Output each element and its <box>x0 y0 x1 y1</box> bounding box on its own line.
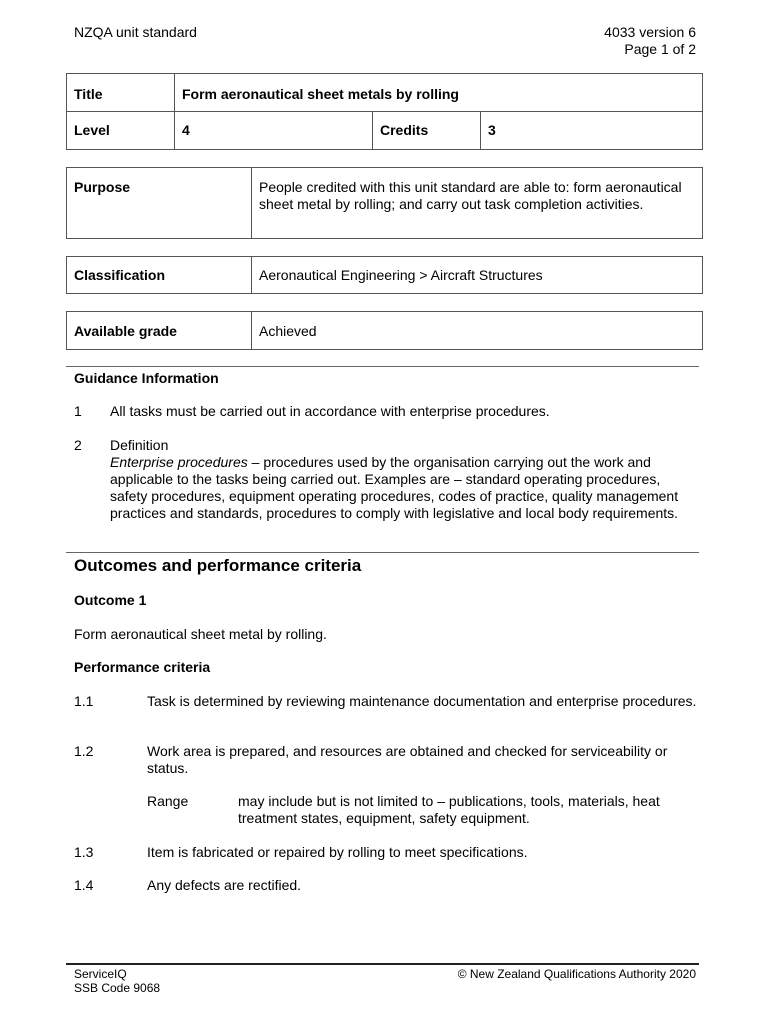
grade-table <box>66 311 703 350</box>
criterion-text: Task is determined by reviewing maintenance documentation and enterprise procedures. <box>147 693 697 709</box>
classification-label: Classification <box>67 257 252 294</box>
criterion-text: Any defects are rectified. <box>147 877 302 893</box>
criterion-number: 1.4 <box>74 877 94 893</box>
outcome-text: Form aeronautical sheet metal by rolling. <box>74 626 327 642</box>
criterion-text: Work area is prepared, and resources are obtained and checked for serviceability or status. <box>147 743 668 776</box>
definition-text: – procedures used by the organisation carrying out the work and applicable to the tasks being carried out. Examples are – standard operating procedures, safety procedures, equipment operating procedures, codes of practice, quality management practices and standards, procedures to comply with legislative and local body requirements. <box>110 454 679 521</box>
footer-publisher-name: ServiceIQ <box>74 967 127 981</box>
credits-value: 3 <box>481 112 703 150</box>
header-version <box>604 24 696 58</box>
guidance-item-number: 1 <box>74 403 82 419</box>
footer-copyright: © New Zealand Qualifications Authority 2020 <box>457 967 696 981</box>
header-version-line: 4033 version 6 <box>604 24 696 40</box>
range-label: Range <box>147 793 189 809</box>
grade-value: Achieved <box>252 312 703 350</box>
purpose-table <box>66 167 703 239</box>
definition-body <box>110 454 700 522</box>
level-label: Level <box>67 112 175 150</box>
header-page-number: Page 1 of 2 <box>624 41 696 57</box>
outcomes-divider <box>66 552 699 553</box>
outcome-label: Outcome 1 <box>74 592 147 608</box>
title-label: Title <box>67 74 175 112</box>
criterion-number: 1.3 <box>74 844 94 860</box>
guidance-divider <box>66 366 699 367</box>
criterion-number: 1.1 <box>74 693 94 709</box>
footer-divider <box>66 963 699 965</box>
purpose-label: Purpose <box>67 168 252 239</box>
header-standard-label: NZQA unit standard <box>74 24 197 40</box>
performance-criteria-heading: Performance criteria <box>74 659 211 675</box>
guidance-item-text: All tasks must be carried out in accordance with enterprise procedures. <box>110 403 550 419</box>
footer-publisher <box>74 967 160 995</box>
criterion-number: 1.2 <box>74 743 94 759</box>
criterion-text: Item is fabricated or repaired by rolling to meet specifications. <box>147 844 528 860</box>
classification-table <box>66 256 703 294</box>
title-value: Form aeronautical sheet metals by rolling <box>175 74 703 112</box>
grade-label: Available grade <box>67 312 252 350</box>
guidance-heading: Guidance Information <box>74 370 219 386</box>
definition-title: Definition <box>110 437 169 453</box>
outcomes-heading: Outcomes and performance criteria <box>74 556 362 575</box>
footer-ssb-code: SSB Code 9068 <box>74 981 161 995</box>
guidance-item-number: 2 <box>74 437 82 453</box>
level-value: 4 <box>175 112 373 150</box>
title-table <box>66 73 703 150</box>
guidance-definition <box>110 437 700 522</box>
credits-label: Credits <box>373 112 481 150</box>
definition-term: Enterprise procedures <box>110 454 248 470</box>
purpose-value: People credited with this unit standard are able to: form aeronautical sheet metal by rolling; and carry out task completion activities. <box>252 168 703 239</box>
classification-value: Aeronautical Engineering > Aircraft Structures <box>252 257 703 294</box>
range-text: may include but is not limited to – publications, tools, materials, heat treatment states, equipment, safety equipment. <box>238 793 660 826</box>
